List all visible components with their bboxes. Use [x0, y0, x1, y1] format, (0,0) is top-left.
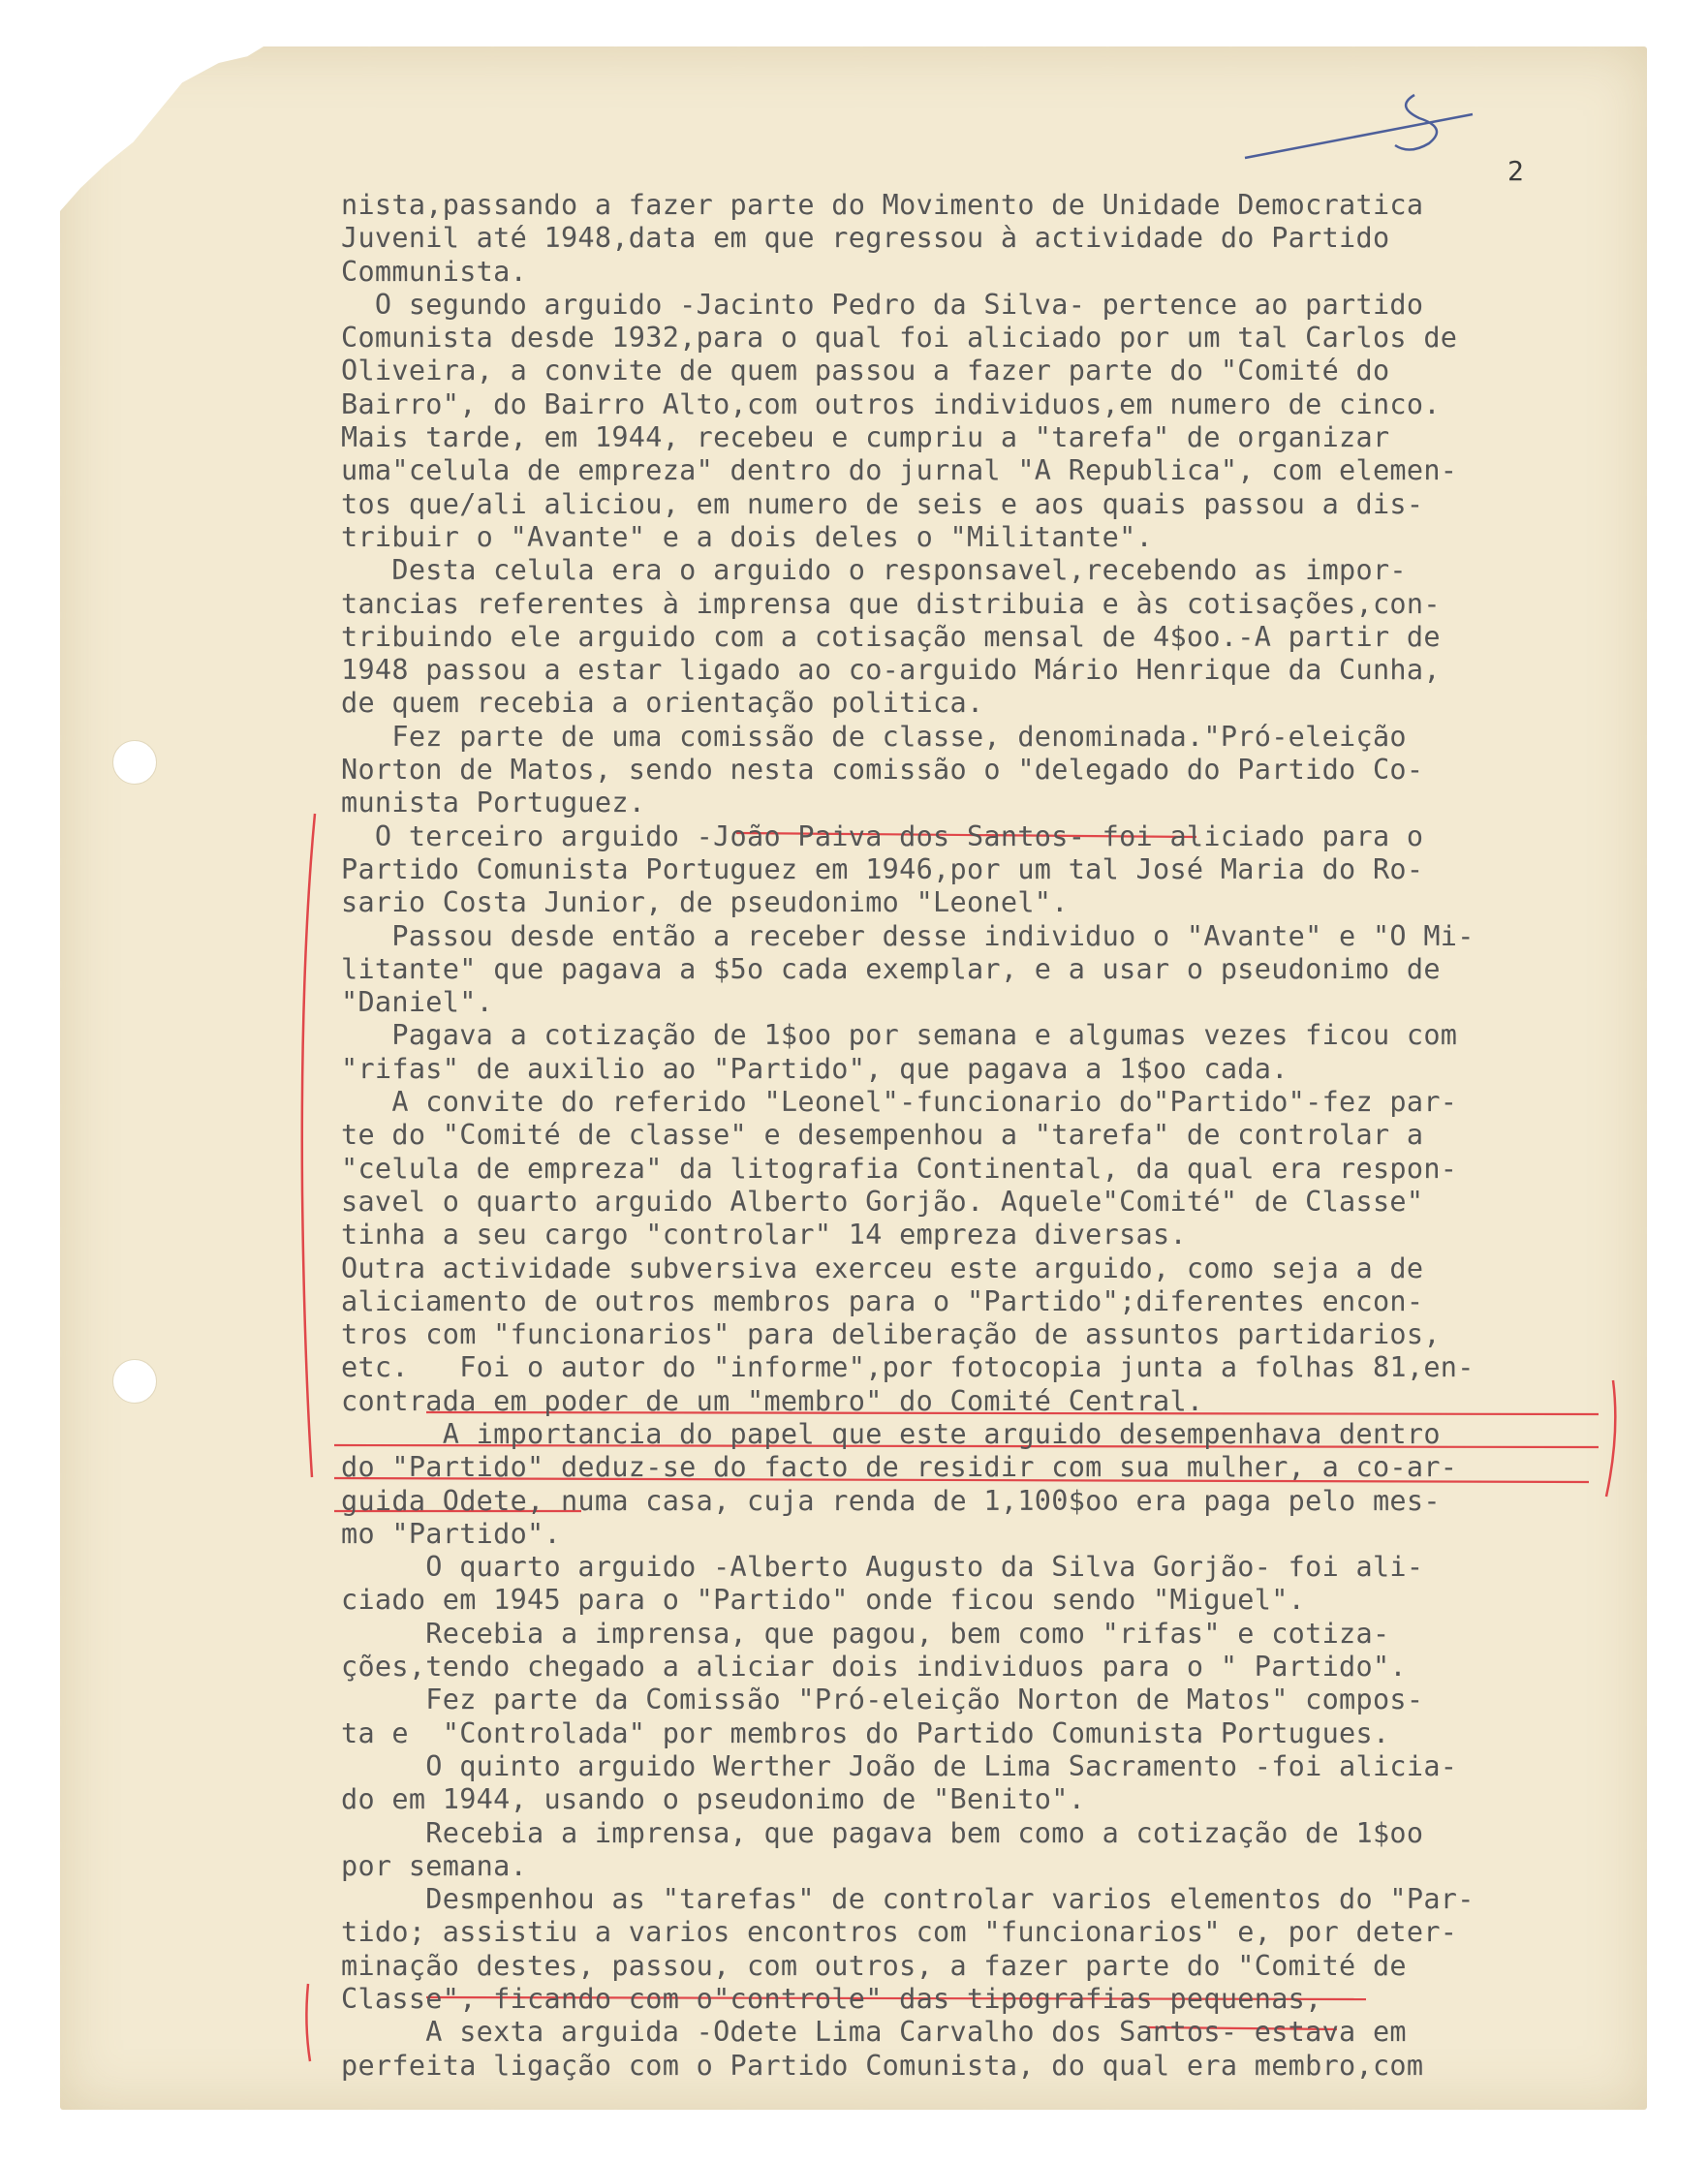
text-line: Oliveira, a convite de quem passou a fazer parte do "Comité do	[341, 355, 1390, 387]
text-line: por semana.	[341, 1849, 528, 1882]
text-line: minação destes, passou, com outros, a fazer parte do "Comité de	[341, 1949, 1407, 1982]
text-line: te do "Comité de classe" e desempenhou a "tarefa" de controlar a	[341, 1119, 1424, 1152]
text-line: "rifas" de auxilio ao "Partido", que pagava a 1$oo cada.	[341, 1052, 1289, 1085]
text-line: mo "Partido".	[341, 1517, 561, 1550]
text-line: O segundo arguido -Jacinto Pedro da Silva- pertence ao partido	[341, 288, 1424, 321]
text-line: tinha a seu cargo "controlar" 14 empreza diversas.	[341, 1219, 1187, 1251]
text-line: Pagava a cotização de 1$oo por semana e algumas vezes ficou com	[341, 1019, 1458, 1052]
text-line: guida Odete, numa casa, cuja renda de 1,100$oo era paga pelo mes-	[341, 1484, 1441, 1517]
text-line: Recebia a imprensa, que pagava bem como a cotização de 1$oo	[341, 1816, 1424, 1849]
text-line: Outra actividade subversiva exerceu este arguido, como seja a de	[341, 1251, 1424, 1284]
text-line: A sexta arguida -Odete Lima Carvalho dos Santos- estava em	[341, 2016, 1407, 2049]
text-line: uma"celula de empreza" dentro do jurnal "A Republica", com elemen-	[341, 454, 1458, 487]
text-line: tancias referentes à imprensa que distribuia e às cotisações,con-	[341, 587, 1441, 620]
text-line: nista,passando a fazer parte do Movimento de Unidade Democratica	[341, 189, 1424, 221]
text-line: do em 1944, usando o pseudonimo de "Benito".	[341, 1783, 1086, 1816]
text-line: etc. Foi o autor do "informe",por fotocopia junta a folhas 81,en-	[341, 1351, 1475, 1384]
text-line: do "Partido" deduz-se do facto de residir com sua mulher, a co-ar-	[341, 1451, 1458, 1484]
signature-mark	[1245, 95, 1473, 158]
text-line: perfeita ligação com o Partido Comunista, do qual era membro,com	[341, 2049, 1424, 2082]
text-line: 1948 passou a estar ligado ao co-arguido Mário Henrique da Cunha,	[341, 654, 1441, 687]
text-line: ciado em 1945 para o "Partido" onde ficou sendo "Miguel".	[341, 1584, 1306, 1617]
text-line: tos que/ali aliciou, em numero de seis e aos quais passou a dis-	[341, 487, 1424, 520]
text-line: Comunista desde 1932,para o qual foi aliciado por um tal Carlos de	[341, 322, 1458, 355]
text-line: tros com "funcionarios" para deliberação de assuntos partidarios,	[341, 1318, 1441, 1351]
text-line: sario Costa Junior, de pseudonimo "Leonel".	[341, 886, 1069, 919]
text-line: Norton de Matos, sendo nesta comissão o "delegado do Partido Co-	[341, 754, 1424, 787]
text-line: A convite do referido "Leonel"-funcionario do"Partido"-fez par-	[341, 1086, 1458, 1119]
text-line: tribuir o "Avante" e a dois deles o "Militante".	[341, 520, 1154, 553]
text-line: "celula de empreza" da litografia Continental, da qual era respon-	[341, 1152, 1458, 1185]
text-line: O quarto arguido -Alberto Augusto da Silva Gorjão- foi ali-	[341, 1551, 1424, 1584]
text-line: Desmpenhou as "tarefas" de controlar varios elementos do "Par-	[341, 1883, 1475, 1916]
text-line: O terceiro arguido -João Paiva dos Santos- foi aliciado para o	[341, 819, 1424, 852]
text-line: Fez parte da Comissão "Pró-eleição Norton de Matos" compos-	[341, 1684, 1424, 1716]
text-line: Fez parte de uma comissão de classe, denominada."Pró-eleição	[341, 720, 1407, 753]
text-line: tribuindo ele arguido com a cotisação mensal de 4$oo.-A partir de	[341, 620, 1441, 653]
red-bracket-left	[302, 814, 315, 1477]
text-line: de quem recebia a orientação politica.	[341, 687, 984, 720]
text-line: tido; assistiu a varios encontros com "funcionarios" e, por deter-	[341, 1916, 1458, 1949]
text-line: ções,tendo chegado a aliciar dois individuos para o " Partido".	[341, 1651, 1407, 1684]
text-line: "Daniel".	[341, 986, 494, 1019]
text-line: contrada em poder de um "membro" do Comité Central.	[341, 1384, 1204, 1417]
text-line: savel o quarto arguido Alberto Gorjão. Aquele"Comité" de Classe"	[341, 1185, 1424, 1218]
text-line: aliciamento de outros membros para o "Partido";diferentes encon-	[341, 1284, 1424, 1317]
text-line: A importancia do papel que este arguido desempenhava dentro	[341, 1417, 1441, 1450]
text-line: Passou desde então a receber desse individuo o "Avante" e "O Mi-	[341, 919, 1475, 952]
typed-text-body	[341, 189, 1630, 2083]
text-line: Recebia a imprensa, que pagou, bem como "rifas" e cotiza-	[341, 1617, 1390, 1650]
text-line: O quinto arguido Werther João de Lima Sacramento -foi alicia-	[341, 1749, 1458, 1782]
text-line: munista Portuguez.	[341, 787, 646, 819]
text-line: Bairro", do Bairro Alto,com outros individuos,em numero de cinco.	[341, 387, 1441, 420]
text-line: Juvenil até 1948,data em que regressou à actividade do Partido	[341, 222, 1390, 255]
page-number: 2	[1507, 155, 1524, 187]
text-line: Desta celula era o arguido o responsavel,recebendo as impor-	[341, 554, 1407, 587]
text-line: Classe", ficando com o"controle" das tipografias pequenas,	[341, 1983, 1322, 2016]
text-line: ta e "Controlada" por membros do Partido Comunista Portugues.	[341, 1716, 1390, 1749]
text-line: Partido Comunista Portuguez em 1946,por um tal José Maria do Ro-	[341, 852, 1424, 885]
text-line: Mais tarde, em 1944, recebeu e cumpriu a "tarefa" de organizar	[341, 421, 1390, 454]
red-bracket-bottom	[306, 1984, 310, 2061]
text-line: litante" que pagava a $5o cada exemplar, e a usar o pseudonimo de	[341, 952, 1441, 985]
text-line: Communista.	[341, 255, 528, 288]
